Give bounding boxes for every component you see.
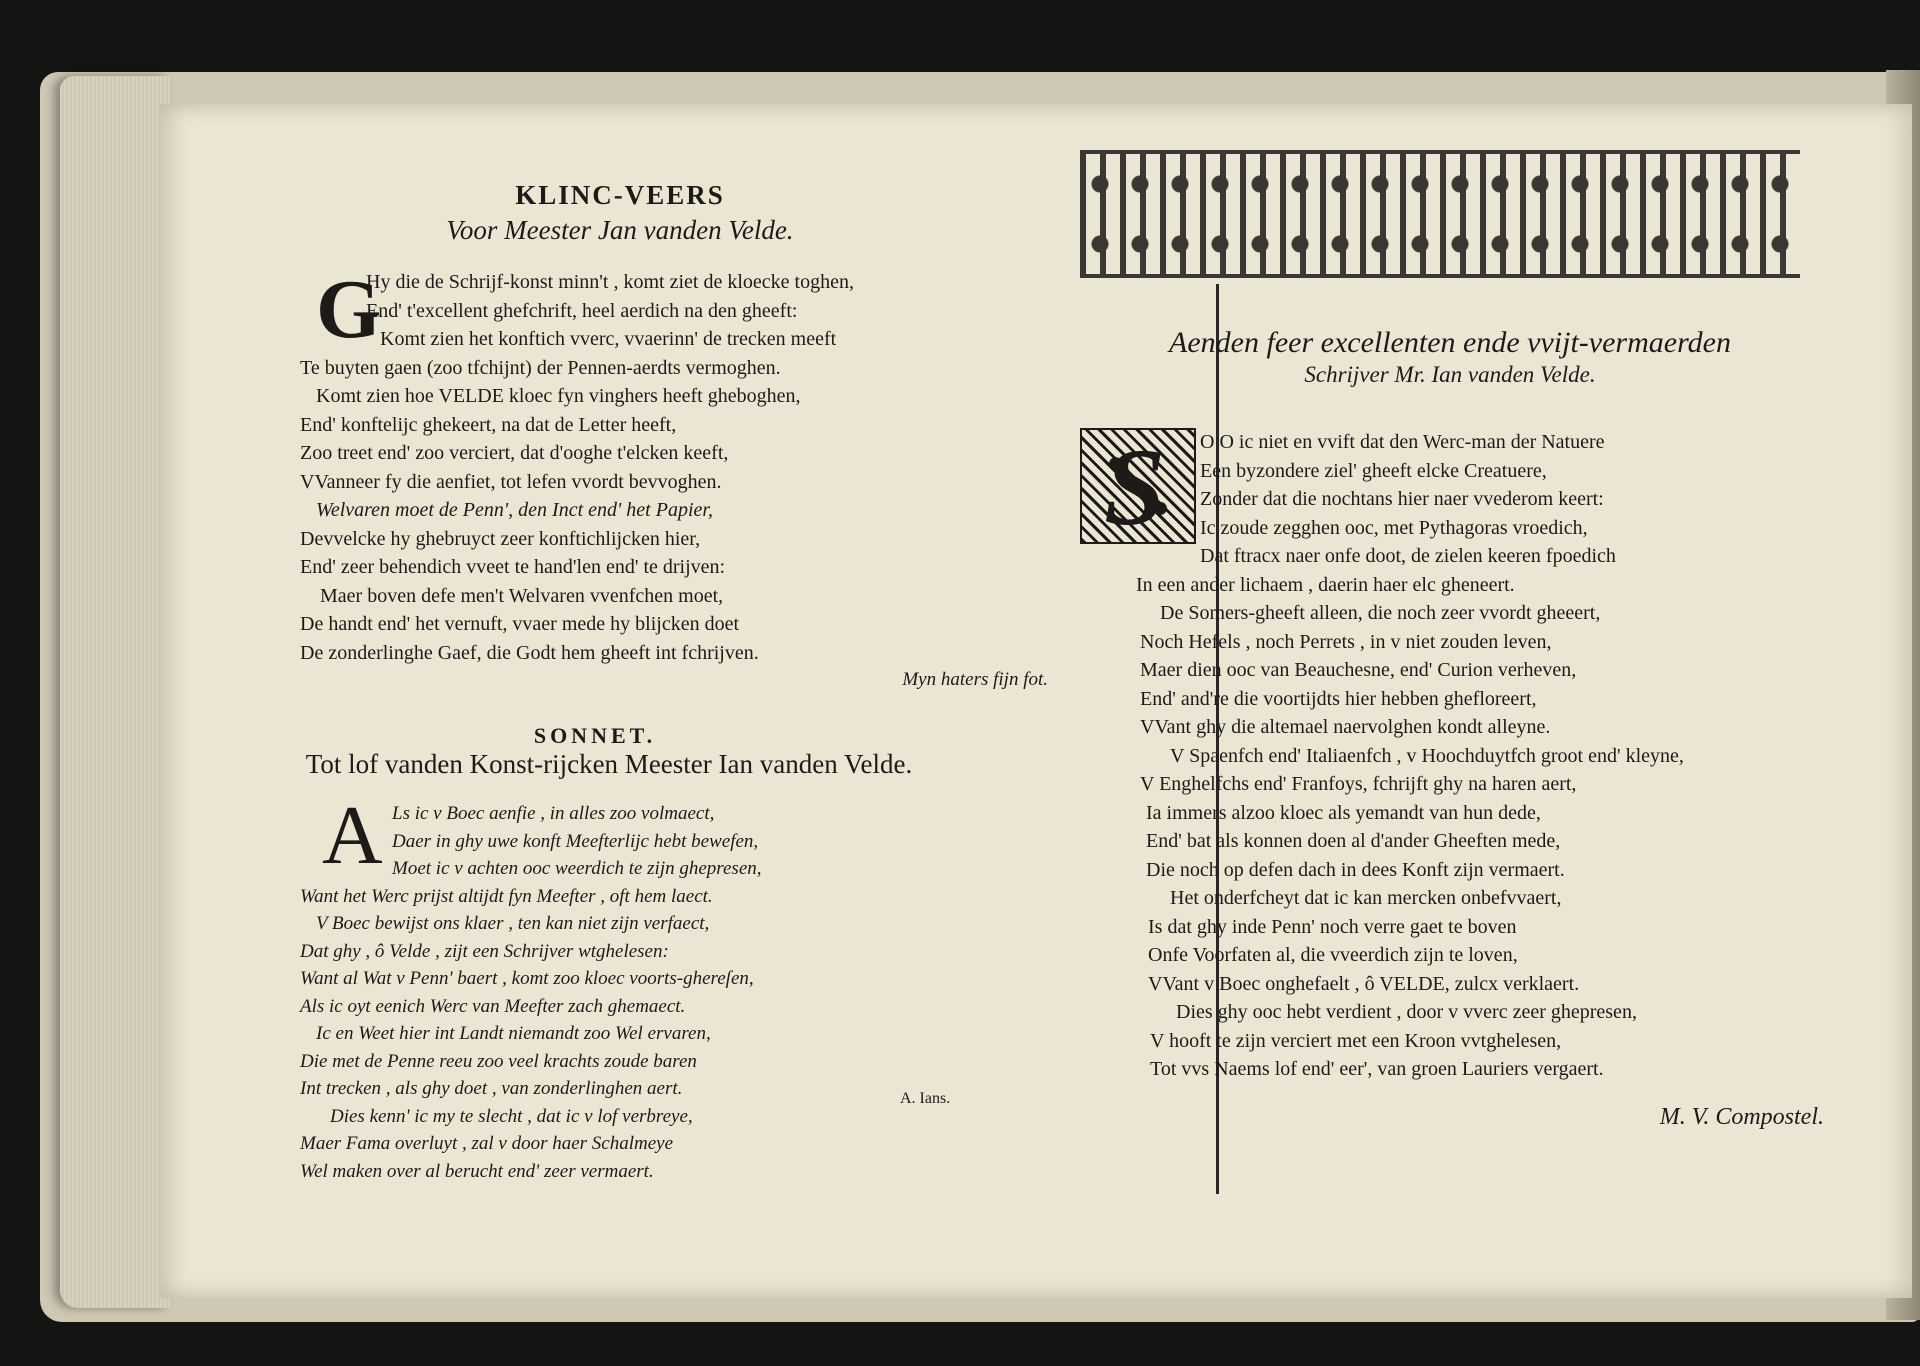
poem-signature: Myn haters fijn fot. <box>902 669 1048 690</box>
poem-line: Tot vvs Naems lof end' eer', van groen Lauriers vergaert. <box>1150 1058 1604 1080</box>
sonnet-line: Dies kenn' ic my te slecht , dat ic v lof verbreye, <box>330 1105 693 1127</box>
poem-line: Is dat ghy inde Penn' noch verre gaet te boven <box>1148 915 1517 938</box>
poem-line: O O ic niet en vvift dat den Werc-man der Natuere <box>1200 431 1605 453</box>
poem-line: Maer dien ooc van Beauchesne, end' Curion verheven, <box>1140 659 1577 681</box>
poem-line: Te buyten gaen (zoo tfchijnt) der Pennen-aerdts vermoghen. <box>300 356 781 379</box>
right-title: Aenden feer excellenten ende vvijt-vermaerden <box>1169 326 1731 359</box>
poem-line: End' t'excellent ghefchrift, heel aerdich na den gheeft: <box>366 299 798 322</box>
poem-line: Komt zien hoe VELDE kloec fyn vinghers heeft gheboghen, <box>316 385 801 407</box>
poem-line: VVant ghy die altemael naervolghen kondt alleyne. <box>1140 716 1551 738</box>
poem-line: Die noch op defen dach in dees Konft zijn vermaert. <box>1146 858 1565 881</box>
right-subtitle: Schrijver Mr. Ian vanden Velde. <box>1304 362 1596 387</box>
poem-line: V hooft te zijn verciert met een Kroon vvtghelesen, <box>1150 1029 1562 1052</box>
poem-line: Dat ftracx naer onfe doot, de zielen keeren fpoedich <box>1200 545 1616 567</box>
poem-line: End' zeer behendich vveet te hand'len end' te drijven: <box>300 556 726 578</box>
sonnet-line: Die met de Penne reeu zoo veel krachts zoude baren <box>300 1050 697 1072</box>
sonnet-line: Daer in ghy uwe konft Meefterlijc hebt bewefen, <box>392 830 759 852</box>
poem-line: Hy die de Schrijf-konst minn't , komt ziet de kloecke toghen, <box>366 271 854 293</box>
sonnet-line: Maer Fama overluyt , zal v door haer Schalmeye <box>300 1133 674 1154</box>
sonnet-heading: SONNET. <box>533 723 657 748</box>
poem-line: Zonder dat die nochtans hier naer vvederom keert: <box>1200 488 1604 510</box>
poem-line: End' konftelijc ghekeert, na dat de Letter heeft, <box>300 413 677 436</box>
right-poem <box>1080 428 1830 1084</box>
sonnet-line: Int trecken , als ghy doet , van zonderlinghen aert. <box>300 1078 683 1099</box>
poem-line: VVant v Boec onghefaelt , ô VELDE, zulcx verklaert. <box>1148 972 1580 995</box>
poem-line: Dies ghy ooc hebt verdient , door v vverc zeer ghepresen, <box>1176 1001 1637 1023</box>
left-subheading: Voor Meester Jan vanden Velde. <box>446 215 794 245</box>
sonnet-line: Moet ic v achten ooc weerdich te zijn ghepresen, <box>392 858 762 879</box>
poem-line: Ic zoude zegghen ooc, met Pythagoras vroedich, <box>1200 516 1588 539</box>
dropcap-g: G <box>316 263 382 356</box>
sonnet-signature: A. Ians. <box>900 1090 951 1107</box>
poem-line: Ia immers alzoo kloec als yemandt van hun dede, <box>1146 801 1541 824</box>
poem-line: De Somers-gheeft alleen, die noch zeer vvordt gheeert, <box>1160 602 1601 624</box>
right-page <box>1080 150 1830 1131</box>
poem-line: Maer boven defe men't Welvaren vvenfchen moet, <box>320 584 724 607</box>
dropcap-s: S <box>1104 426 1166 548</box>
poem-line: Komt zien het konftich vverc, vvaerinn' de trecken meeft <box>380 328 837 350</box>
sonnet-line: Want het Werc prijst altijdt fyn Meefter , oft hem laect. <box>300 885 713 907</box>
poem-line: De handt end' het vernuft, vvaer mede hy blijcken doet <box>300 613 740 635</box>
ornamental-header-band <box>1080 150 1800 278</box>
poem-line: In een ander lichaem , daerin haer elc gheneert. <box>1136 573 1515 596</box>
poem-line: End' bat als konnen doen al d'ander Gheeften mede, <box>1146 830 1561 852</box>
sonnet-line: Dat ghy , ô Velde , zijt een Schrijver wtghelesen: <box>300 940 669 962</box>
poem-line: VVanneer fy die aenfiet, tot lefen vvordt bevvoghen. <box>300 470 722 493</box>
poem-line: Welvaren moet de Penn', den Inct end' het Papier, <box>316 499 713 521</box>
sonnet-subheading: Tot lof vanden Konst-rijcken Meester Ian vanden Velde. <box>305 749 913 779</box>
left-page <box>300 180 1060 1185</box>
sonnet-line: Want al Wat v Penn' baert , komt zoo kloec voorts-ghereſen, <box>300 968 754 989</box>
sonnet-line: Ls ic v Boec aenfie , in alles zoo volmaect, <box>392 803 715 824</box>
poem-line: Onfe Voorfaten al, die vveerdich zijn te loven, <box>1148 944 1518 966</box>
klinc-veers-poem <box>300 263 1060 667</box>
poem-line: Devvelcke hy ghebruyct zeer konftichlijcken hier, <box>300 527 701 550</box>
poem-line: Noch Hefels , noch Perrets , in v niet zouden leven, <box>1140 630 1552 653</box>
poem-line: Zoo treet end' zoo verciert, dat d'ooghe t'elcken keeft, <box>300 442 729 464</box>
sonnet-line: Wel maken over al berucht end' zeer vermaert. <box>300 1160 654 1182</box>
ornamental-dropcap <box>1080 426 1196 548</box>
left-heading: KLINC-VEERS <box>515 180 725 210</box>
sonnet-poem <box>300 789 1060 1185</box>
sonnet-line: V Boec bewijst ons klaer , ten kan niet zijn verfaect, <box>316 913 710 934</box>
sonnet-line: Als ic oyt eenich Werc van Meefter zach ghemaect. <box>300 995 686 1017</box>
dropcap-a: A <box>322 789 383 882</box>
right-signature: M. V. Compostel. <box>1659 1103 1824 1130</box>
sonnet-line: Ic en Weet hier int Landt niemandt zoo Wel ervaren, <box>316 1023 711 1044</box>
poem-line: V Enghelfchs end' Franfoys, fchrijft ghy na haren aert, <box>1140 773 1577 795</box>
poem-line: Een byzondere ziel' gheeft elcke Creatuere, <box>1200 459 1547 482</box>
poem-line: De zonderlinghe Gaef, die Godt hem gheeft int fchrijven. <box>300 641 759 664</box>
page-block-edges <box>60 76 170 1308</box>
poem-line: End' and're die voortijdts hier hebben ghefloreert, <box>1140 687 1537 710</box>
poem-line: V Spaenfch end' Italiaenfch , v Hoochduytfch groot end' kleyne, <box>1170 744 1684 767</box>
poem-line: Het onderfcheyt dat ic kan mercken onbefvvaert, <box>1170 887 1562 909</box>
